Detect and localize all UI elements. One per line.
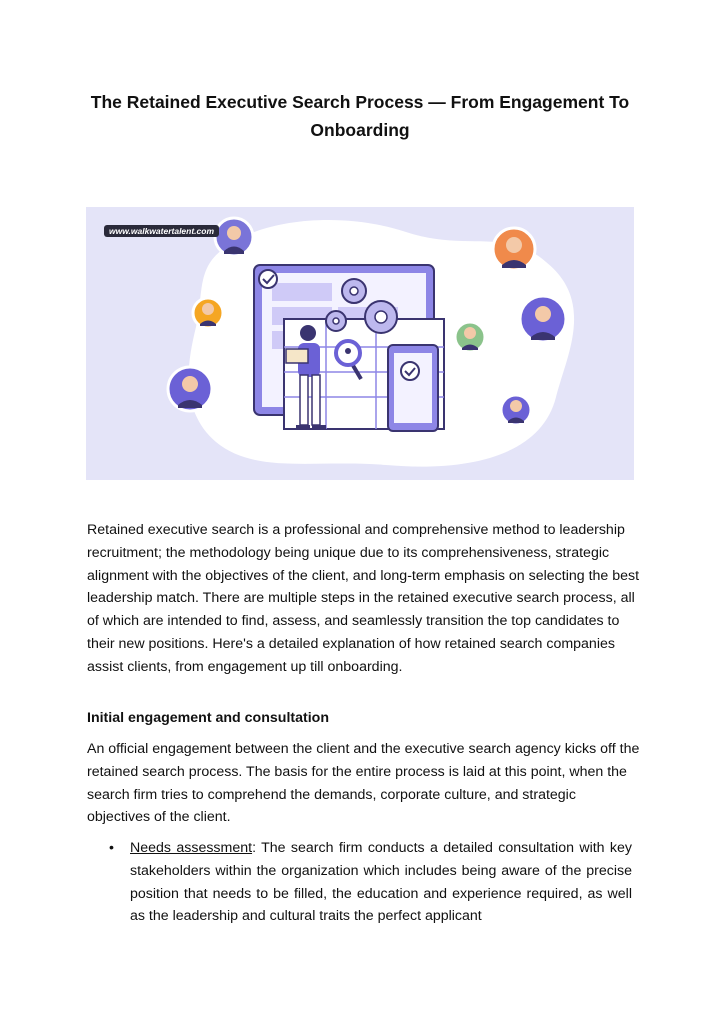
section-paragraph: An official engagement between the client and the executive search agency kicks off the retained search process. The basis for the entire process is laid at this point, when the search firm tries to comprehend the demands, corporate culture, and strategic objectives of the client.	[87, 741, 640, 826]
check-icon	[259, 270, 277, 288]
watermark-label: www.walkwatertalent.com	[104, 225, 219, 237]
section-heading: Initial engagement and consultation	[87, 710, 329, 726]
bullet-icon: •	[109, 840, 114, 856]
bullet-term: Needs assessment	[130, 840, 253, 856]
bullet-list	[87, 837, 632, 928]
recruitment-illustration	[86, 207, 634, 480]
list-item	[87, 837, 632, 928]
intro-paragraph: Retained executive search is a professional and comprehensive method to leadership recruitment; the methodology being unique due to its comprehensiveness, strategic alignment with the objectives of the client, and long-term emphasis on selecting the best leadership match. There are multiple steps in the retained executive search process, all of which are intended to find, assess, and seamlessly transition the top candidates to their new positions. Here's a detailed explanation of how retained search companies assist clients, from engagement up till onboarding.	[87, 522, 640, 675]
bullet-text: : The search firm conducts a detailed consultation with key stakeholders within the organization which includes being aware of the precise position that needs to be filled, the education and experience required, as well as the leadership and cultural traits the perfect applicant	[130, 840, 632, 925]
page-title: The Retained Executive Search Process — From Engagement To Onboarding	[90, 92, 630, 140]
hero-illustration	[86, 207, 634, 480]
tablet-icon	[388, 345, 438, 431]
